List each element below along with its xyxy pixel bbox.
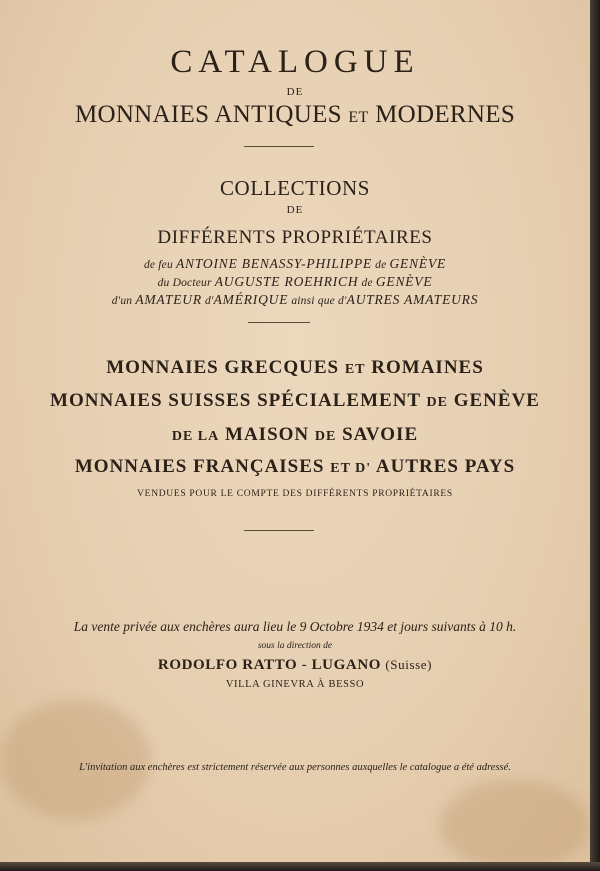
section-connector: DE LA	[171, 429, 220, 444]
owner-place: GENÈVE	[389, 256, 447, 271]
owner-join: ainsi que d'	[291, 295, 347, 307]
divider	[244, 146, 314, 147]
subtitle-part2: MODERNES	[375, 101, 516, 128]
owner-name: AMATEUR	[135, 292, 202, 307]
owner-line	[0, 292, 590, 308]
page-title: CATALOGUE	[170, 44, 420, 80]
owners-heading: DIFFÉRENTS PROPRIÉTAIRES	[157, 227, 433, 248]
section-text: SAVOIE	[342, 424, 419, 445]
connector-de: DE	[286, 86, 304, 98]
section-connector: DE	[314, 429, 337, 444]
owner-line	[0, 274, 590, 290]
owner-connector: de	[375, 259, 387, 271]
owner-name: ANTOINE BENASSY-PHILIPPE	[176, 256, 373, 271]
section-text: MONNAIES GRECQUES	[106, 357, 340, 378]
section-connector: ET D'	[330, 461, 372, 476]
paper-stain	[440, 780, 590, 862]
section-line	[0, 424, 590, 446]
owner-prefix: du Docteur	[157, 277, 212, 289]
auctioneer-address: VILLA GINEVRA À BESSO	[225, 679, 365, 690]
section-text: ROMAINES	[371, 357, 484, 378]
section-connector: DE	[426, 395, 448, 410]
owner-connector: de	[361, 277, 373, 289]
sale-announcement: La vente privée aux enchères aura lieu le 9 Octobre 1934 et jours suivants à 10 h.	[73, 619, 517, 634]
auctioneer-name: RODOLFO RATTO	[157, 657, 298, 673]
subtitle-connector: ET	[348, 109, 369, 126]
divider	[244, 530, 314, 531]
owner-name: AUGUSTE ROEHRICH	[214, 274, 359, 289]
section-text: MONNAIES FRANÇAISES	[74, 456, 325, 477]
owner-rest: AUTRES AMATEURS	[346, 292, 479, 307]
section-connector: ET	[344, 362, 366, 377]
section-line	[0, 390, 590, 412]
connector-de: DE	[286, 204, 304, 216]
paper-stain	[0, 700, 150, 820]
owner-line	[0, 256, 590, 272]
section-line	[0, 456, 590, 478]
auctioneer-city: LUGANO	[311, 657, 382, 673]
owner-connector: d'	[204, 295, 214, 307]
section-text: MONNAIES SUISSES SPÉCIALEMENT	[50, 390, 421, 411]
owner-place: GENÈVE	[375, 274, 433, 289]
collections-title: COLLECTIONS	[219, 176, 371, 200]
owner-prefix: de feu	[143, 259, 173, 271]
page-bottom-shadow	[0, 862, 600, 871]
page-edge-shadow	[590, 0, 600, 871]
separator-dash: -	[301, 657, 308, 673]
auctioneer-line	[0, 657, 590, 674]
direction-label: sous la direction de	[257, 641, 333, 651]
subtitle-part1: MONNAIES ANTIQUES	[74, 101, 342, 128]
invitation-note: L'invitation aux enchères est strictement réservée aux personnes auxquelles le catalogue a été adressé.	[79, 762, 511, 773]
section-text: GENÈVE	[453, 390, 540, 411]
auctioneer-country: (Suisse)	[385, 657, 433, 672]
sale-note: VENDUES POUR LE COMPTE DES DIFFÉRENTS PROPRIÉTAIRES	[137, 489, 453, 499]
section-text: MAISON	[225, 424, 310, 445]
owner-prefix: d'un	[111, 295, 133, 307]
section-line	[0, 357, 590, 379]
owner-place: AMÉRIQUE	[213, 292, 289, 307]
section-text: AUTRES PAYS	[375, 456, 516, 477]
subtitle	[0, 101, 590, 129]
divider	[248, 322, 310, 323]
